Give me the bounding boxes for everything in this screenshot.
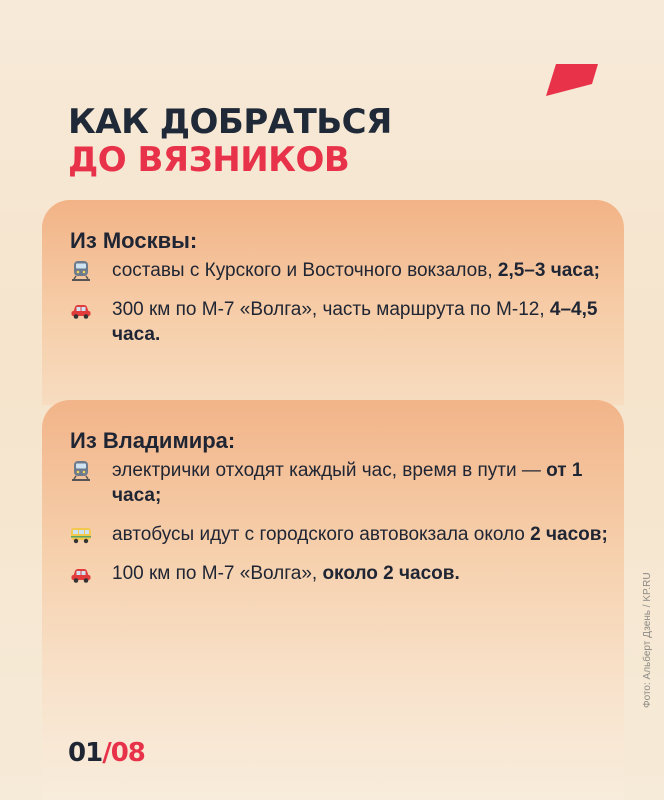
train-icon bbox=[70, 460, 92, 482]
section-heading: Из Москвы: bbox=[70, 228, 198, 253]
item-text: составы с Курского и Восточного вокзалов, bbox=[112, 260, 493, 281]
page-total: 08 bbox=[110, 738, 145, 768]
list-item bbox=[70, 258, 610, 283]
title-line-2: ДО ВЯЗНИКОВ bbox=[68, 140, 350, 180]
page-separator: / bbox=[102, 738, 111, 768]
page-current: 01 bbox=[68, 738, 103, 768]
brand-logo-icon bbox=[546, 62, 598, 98]
page-title bbox=[68, 103, 392, 179]
item-text: 100 км по М-7 «Волга», bbox=[112, 563, 318, 584]
page-counter bbox=[68, 738, 145, 768]
bus-icon bbox=[70, 524, 92, 546]
list-item bbox=[70, 522, 610, 547]
train-icon bbox=[70, 260, 92, 282]
item-time: 2 часов; bbox=[530, 524, 608, 545]
car-icon bbox=[70, 299, 92, 321]
item-time: около 2 часов. bbox=[322, 563, 460, 584]
photo-credit: Фото: Альберт Дзень / KP.RU bbox=[642, 572, 653, 708]
list-item bbox=[70, 561, 610, 586]
list-item bbox=[70, 458, 610, 508]
item-text: автобусы идут с городского автовокзала около bbox=[112, 524, 525, 545]
section-heading: Из Владимира: bbox=[70, 428, 236, 453]
car-icon bbox=[70, 563, 92, 585]
item-time: 4–4,5 часа. bbox=[112, 299, 598, 345]
item-time: от 1 часа; bbox=[112, 460, 583, 506]
item-text: электрички отходят каждый час, время в пути — bbox=[112, 460, 541, 481]
list-item bbox=[70, 297, 610, 347]
item-text: 300 км по М-7 «Волга», часть маршрута по М-12, bbox=[112, 299, 545, 320]
title-line-1: КАК ДОБРАТЬСЯ bbox=[68, 102, 392, 142]
moscow-card bbox=[42, 200, 624, 405]
item-time: 2,5–3 часа; bbox=[497, 260, 600, 281]
